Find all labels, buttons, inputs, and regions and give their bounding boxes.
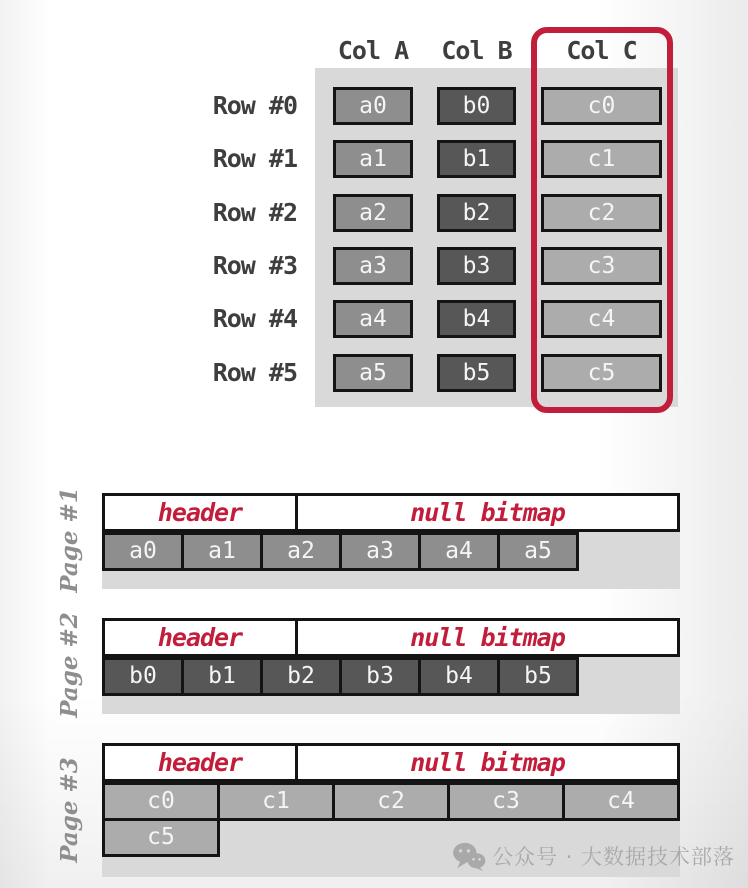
table-cell-a0: a0 <box>333 87 413 125</box>
page1-cell-a4: a4 <box>418 532 500 571</box>
col-header-b: Col B <box>441 36 512 65</box>
page3-cells-row2 <box>102 818 220 857</box>
page1-cell-a5: a5 <box>497 532 579 571</box>
table-cell-b5: b5 <box>437 354 516 392</box>
table-cell-b1: b1 <box>437 140 516 178</box>
page1-cells-row <box>102 532 579 571</box>
row-label-0: Row #0 <box>212 91 297 120</box>
table-cell-c5: c5 <box>541 354 662 392</box>
page2-cells-row <box>102 657 579 696</box>
col-header-a: Col A <box>337 36 409 65</box>
page2-cell-b4: b4 <box>418 657 500 696</box>
table-cell-c4: c4 <box>541 300 662 338</box>
table-cell-c1: c1 <box>541 140 662 178</box>
table-cell-b4: b4 <box>437 300 516 338</box>
table-cell-a2: a2 <box>333 194 413 232</box>
page3-header-section: header <box>105 746 298 779</box>
page2-null-bitmap-section: null bitmap <box>410 623 565 652</box>
page1-cell-a1: a1 <box>181 532 263 571</box>
table-cell-c3: c3 <box>541 247 662 285</box>
page2-header-section: header <box>105 621 298 654</box>
page2-cell-b5: b5 <box>497 657 579 696</box>
page2-cell-b0: b0 <box>102 657 184 696</box>
row-label-2: Row #2 <box>212 198 297 227</box>
page1-null-bitmap-section: null bitmap <box>410 498 565 527</box>
col-c-highlight-outline <box>531 27 673 413</box>
page3-cells-row1 <box>102 782 680 821</box>
page3-cell-c4: c4 <box>562 782 680 821</box>
page2-label: Page #2 <box>56 612 83 718</box>
page3-cell-c1: c1 <box>217 782 335 821</box>
page2-cell-b2: b2 <box>260 657 342 696</box>
table-cell-b3: b3 <box>437 247 516 285</box>
row-label-3: Row #3 <box>212 251 297 280</box>
page3-cell-c2: c2 <box>332 782 450 821</box>
col-header-c: Col C <box>566 36 637 65</box>
table-cell-b0: b0 <box>437 87 516 125</box>
page1-header-section: header <box>105 496 298 529</box>
wechat-icon <box>452 842 486 871</box>
page2-cell-b3: b3 <box>339 657 421 696</box>
page2-cell-b1: b1 <box>181 657 263 696</box>
page1-cell-a3: a3 <box>339 532 421 571</box>
page3-cell-c3: c3 <box>447 782 565 821</box>
table-cell-a5: a5 <box>333 354 413 392</box>
page1-header-bar <box>102 493 680 532</box>
page3-header-bar <box>102 743 680 782</box>
table-cell-b2: b2 <box>437 194 516 232</box>
watermark <box>452 841 735 871</box>
table-cell-c0: c0 <box>541 87 662 125</box>
table-cell-a1: a1 <box>333 140 413 178</box>
page3-null-bitmap-section: null bitmap <box>410 748 565 777</box>
page3-cell-c0: c0 <box>102 782 220 821</box>
page3-cell-c5: c5 <box>102 818 220 857</box>
page3-label: Page #3 <box>56 757 83 863</box>
page2-header-bar <box>102 618 680 657</box>
row-label-4: Row #4 <box>212 304 297 333</box>
page1-cell-a0: a0 <box>102 532 184 571</box>
watermark-text: 公众号 · 大数据技术部落 <box>492 845 736 869</box>
page1-cell-a2: a2 <box>260 532 342 571</box>
page1-label: Page #1 <box>56 487 83 593</box>
row-label-1: Row #1 <box>212 144 297 173</box>
row-label-5: Row #5 <box>212 358 297 387</box>
table-cell-a3: a3 <box>333 247 413 285</box>
table-cell-a4: a4 <box>333 300 413 338</box>
table-cell-c2: c2 <box>541 194 662 232</box>
